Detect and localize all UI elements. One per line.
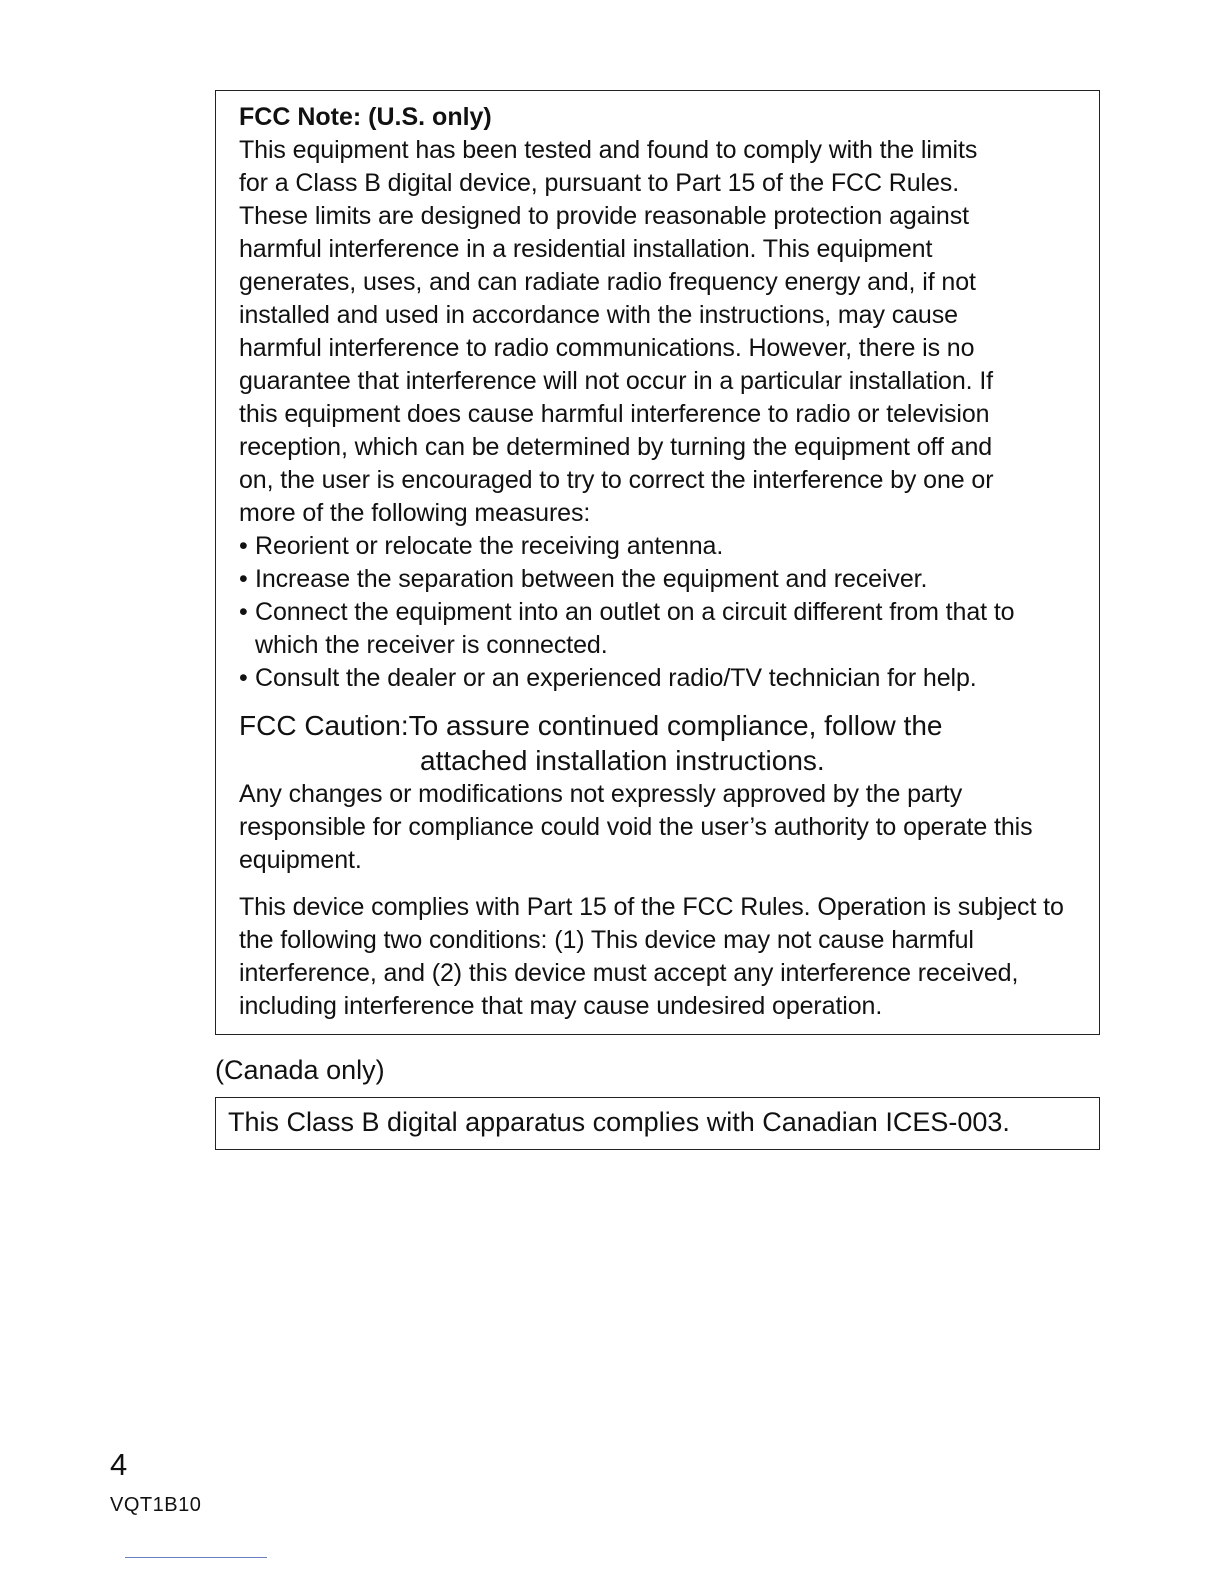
body-line: for a Class B digital device, pursuant to Part 15 of the FCC Rules.: [239, 169, 960, 197]
part15-compliance-statement: This device complies with Part 15 of the FCC Rules. Operation is subject to the following two conditions: (1) This device may not cause harmful interference, and (2) this device must accept any interference received, including interference that may cause undesired operation.: [239, 893, 1064, 1020]
fcc-note-body: [239, 134, 1081, 530]
body-line: These limits are designed to provide reasonable protection against: [239, 202, 969, 230]
list-item: [239, 662, 1081, 695]
canada-label: (Canada only): [215, 1055, 385, 1085]
divider: [125, 1557, 267, 1558]
body-line: guarantee that interference will not occur in a particular installation. If: [239, 367, 994, 395]
body-line: installed and used in accordance with the instructions, may cause: [239, 301, 958, 329]
body-line: harmful interference to radio communications. However, there is no: [239, 334, 975, 362]
list-item: [239, 596, 1081, 662]
canada-statement-box: [215, 1097, 1100, 1150]
document-code: VQT1B10: [110, 1494, 202, 1516]
body-line: this equipment does cause harmful interference to radio or television: [239, 400, 990, 428]
fcc-note-box: [215, 90, 1100, 1035]
measures-list: [239, 530, 1081, 695]
body-line: reception, which can be determined by turning the equipment off and: [239, 433, 993, 461]
fcc-note-heading: FCC Note: (U.S. only): [239, 103, 492, 131]
list-item-text: Reorient or relocate the receiving antenna.: [255, 532, 724, 560]
list-item: [239, 563, 1081, 596]
body-line: more of the following measures:: [239, 499, 591, 527]
canada-statement: This Class B digital apparatus complies with Canadian ICES-003.: [228, 1107, 1010, 1137]
modifications-warning: Any changes or modifications not expressly approved by the party responsible for compliance could void the user’s authority to operate this equipment.: [239, 780, 1033, 874]
bullet-icon: •: [239, 532, 248, 560]
bullet-icon: •: [239, 664, 248, 692]
list-item: [239, 530, 1081, 563]
page-number: 4: [110, 1447, 128, 1482]
body-line: on, the user is encouraged to try to correct the interference by one or: [239, 466, 994, 494]
list-item-text: Consult the dealer or an experienced radio/TV technician for help.: [255, 664, 977, 692]
body-line: harmful interference in a residential installation. This equipment: [239, 235, 933, 263]
bullet-icon: •: [239, 598, 248, 626]
bullet-icon: •: [239, 565, 248, 593]
list-item-text: Connect the equipment into an outlet on a circuit different from that to which the receiver is connected.: [255, 598, 1015, 659]
fcc-caution-continued: attached installation instructions.: [420, 745, 825, 776]
list-item-text: Increase the separation between the equipment and receiver.: [255, 565, 928, 593]
fcc-caution: FCC Caution:To assure continued compliance, follow the: [239, 710, 943, 741]
body-line: This equipment has been tested and found to comply with the limits: [239, 136, 978, 164]
body-line: generates, uses, and can radiate radio frequency energy and, if not: [239, 268, 976, 296]
